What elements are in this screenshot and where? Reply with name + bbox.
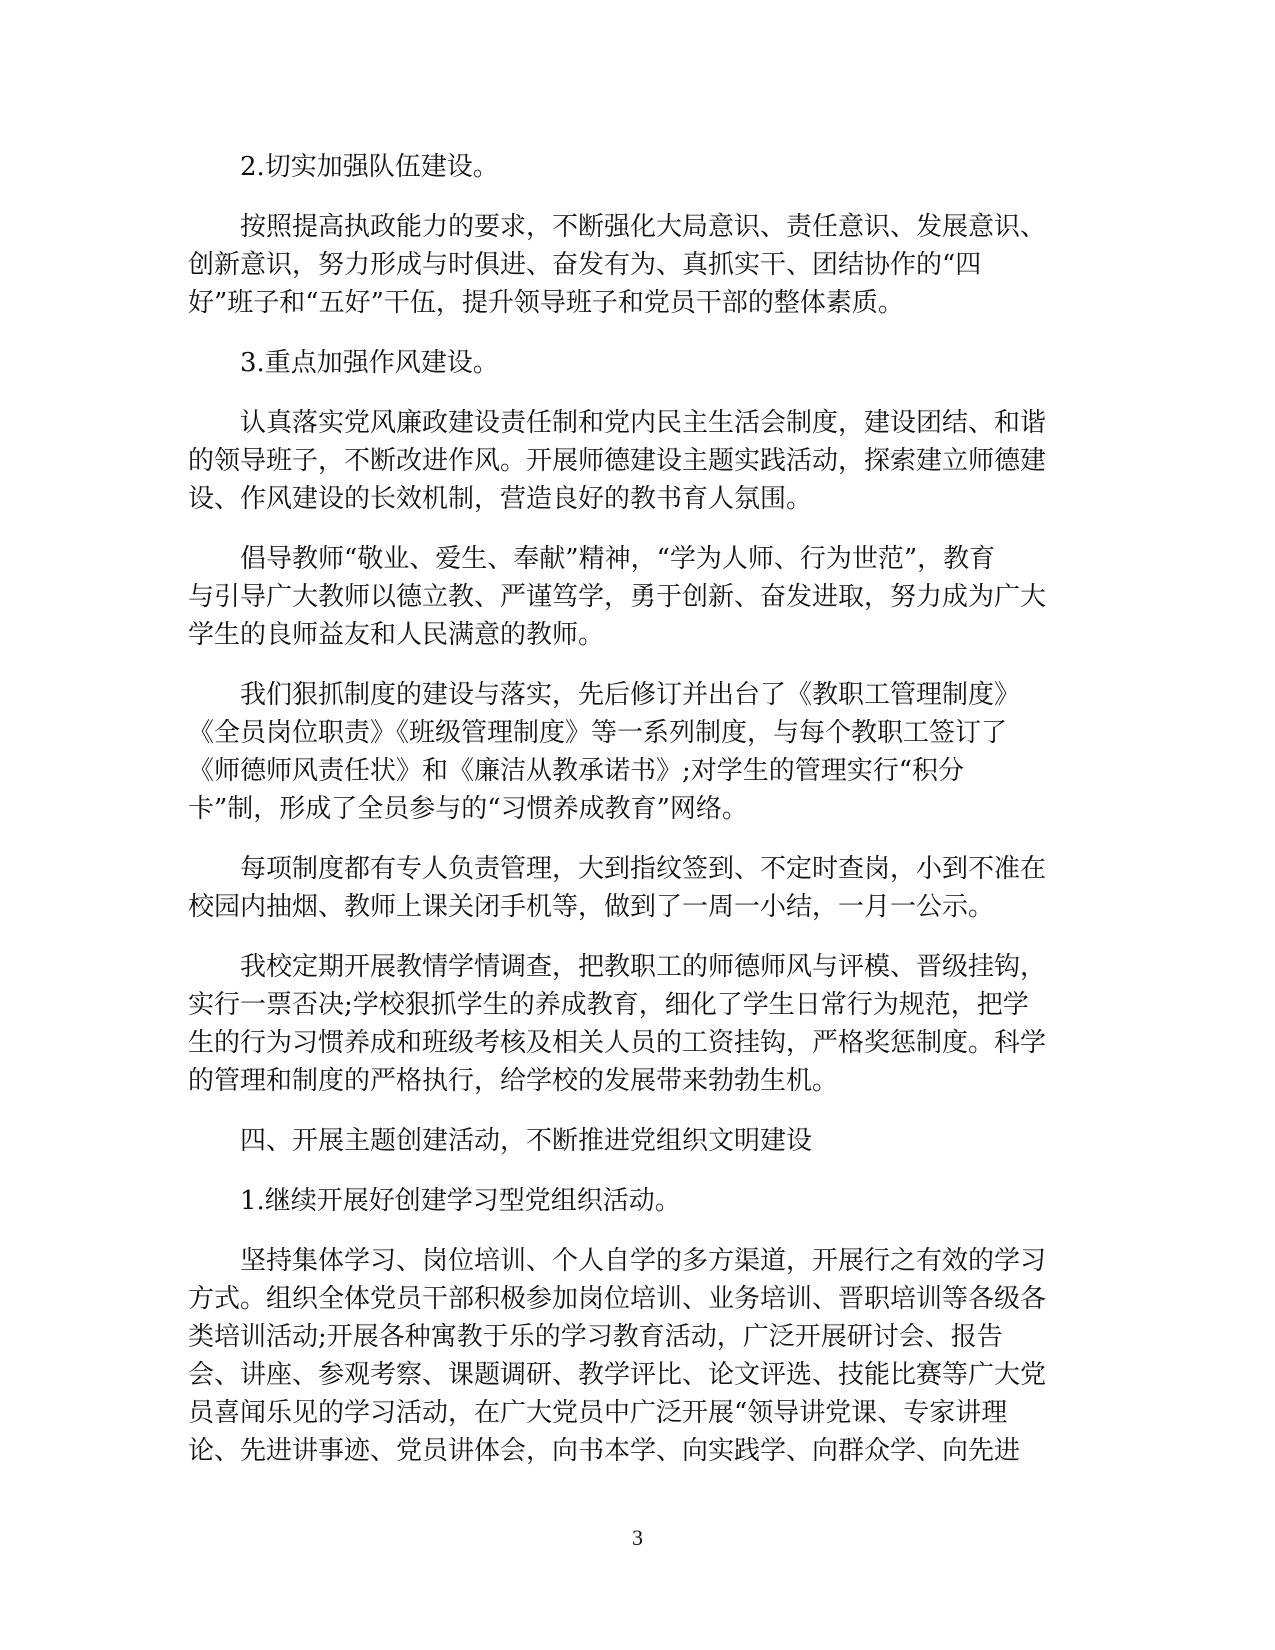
page-number: 3 [632, 1525, 643, 1550]
paragraph [188, 1182, 1088, 1220]
paragraph [188, 208, 1088, 322]
text-line: 1.继续开展好创建学习型党组织活动。 [240, 1186, 681, 1216]
text-line: 好”班子和“五好”干伍，提升领导班子和党员干部的整体素质。 [188, 288, 904, 318]
paragraph [188, 404, 1088, 518]
text-line: 倡导教师“敬业、爱生、奉献”精神，“学为人师、行为世范”，教育 [240, 544, 996, 574]
text-line: 3.重点加强作风建设。 [240, 348, 499, 378]
text-line: 校园内抽烟、教师上课关闭手机等，做到了一周一小结，一月一公示。 [188, 892, 995, 922]
text-line: 学生的良师益友和人民满意的教师。 [188, 620, 605, 650]
text-line: 创新意识，努力形成与时俱进、奋发有为、真抓实干、团结协作的“四 [188, 250, 982, 280]
text-line: 的管理和制度的严格执行，给学校的发展带来勃勃生机。 [188, 1066, 839, 1096]
paragraph [188, 850, 1088, 926]
text-line: 生的行为习惯养成和班级考核及相关人员的工资挂钩，严格奖惩制度。科学 [188, 1028, 1047, 1058]
text-line: 类培训活动;开展各种寓教于乐的学习教育活动，广泛开展研讨会、报告 [188, 1322, 1003, 1352]
text-line: 卡”制，形成了全员参与的“习惯养成教育”网络。 [188, 794, 748, 824]
text-line: 设、作风建设的长效机制，营造良好的教书育人氛围。 [188, 484, 813, 514]
text-line: 四、开展主题创建活动，不断推进党组织文明建设 [240, 1126, 813, 1156]
text-line: 员喜闻乐见的学习活动，在广大党员中广泛开展“领导讲党课、专家讲理 [188, 1398, 1008, 1428]
text-line: 《全员岗位职责》《班级管理制度》等一系列制度，与每个教职工签订了 [188, 718, 1008, 748]
text-line: 实行一票否决;学校狠抓学生的养成教育，细化了学生日常行为规范，把学 [188, 990, 1029, 1020]
text-line: 《师德师风责任状》和《廉洁从教承诺书》;对学生的管理实行“积分 [188, 756, 965, 786]
document-page [188, 148, 1088, 1492]
text-line: 认真落实党风廉政建设责任制和党内民主生活会制度，建设团结、和谐 [240, 408, 1047, 438]
paragraph [188, 540, 1088, 654]
paragraph [188, 948, 1088, 1100]
text-line: 与引导广大教师以德立教、严谨笃学，勇于创新、奋发进取，努力成为广大 [188, 582, 1047, 612]
text-line: 我们狠抓制度的建设与落实，先后修订并出台了《教职工管理制度》 [240, 680, 1021, 710]
text-line: 每项制度都有专人负责管理，大到指纹签到、不定时查岗，小到不准在 [240, 854, 1047, 884]
paragraph [188, 676, 1088, 828]
paragraph [188, 1242, 1088, 1470]
paragraph [188, 148, 1088, 186]
section-heading [188, 1122, 1088, 1160]
text-line: 按照提高执政能力的要求，不断强化大局意识、责任意识、发展意识、 [240, 212, 1047, 242]
text-line: 方式。组织全体党员干部积极参加岗位培训、业务培训、晋职培训等各级各 [188, 1284, 1047, 1314]
text-line: 的领导班子，不断改进作风。开展师德建设主题实践活动，探索建立师德建 [188, 446, 1047, 476]
text-line: 会、讲座、参观考察、课题调研、教学评比、论文评选、技能比赛等广大党 [188, 1360, 1047, 1390]
paragraph [188, 344, 1088, 382]
text-line: 论、先进讲事迹、党员讲体会，向书本学、向实践学、向群众学、向先进 [188, 1436, 1021, 1466]
text-line: 坚持集体学习、岗位培训、个人自学的多方渠道，开展行之有效的学习 [240, 1246, 1047, 1276]
text-line: 我校定期开展教情学情调查，把教职工的师德师风与评模、晋级挂钩， [240, 952, 1047, 982]
text-line: 2.切实加强队伍建设。 [240, 152, 499, 182]
